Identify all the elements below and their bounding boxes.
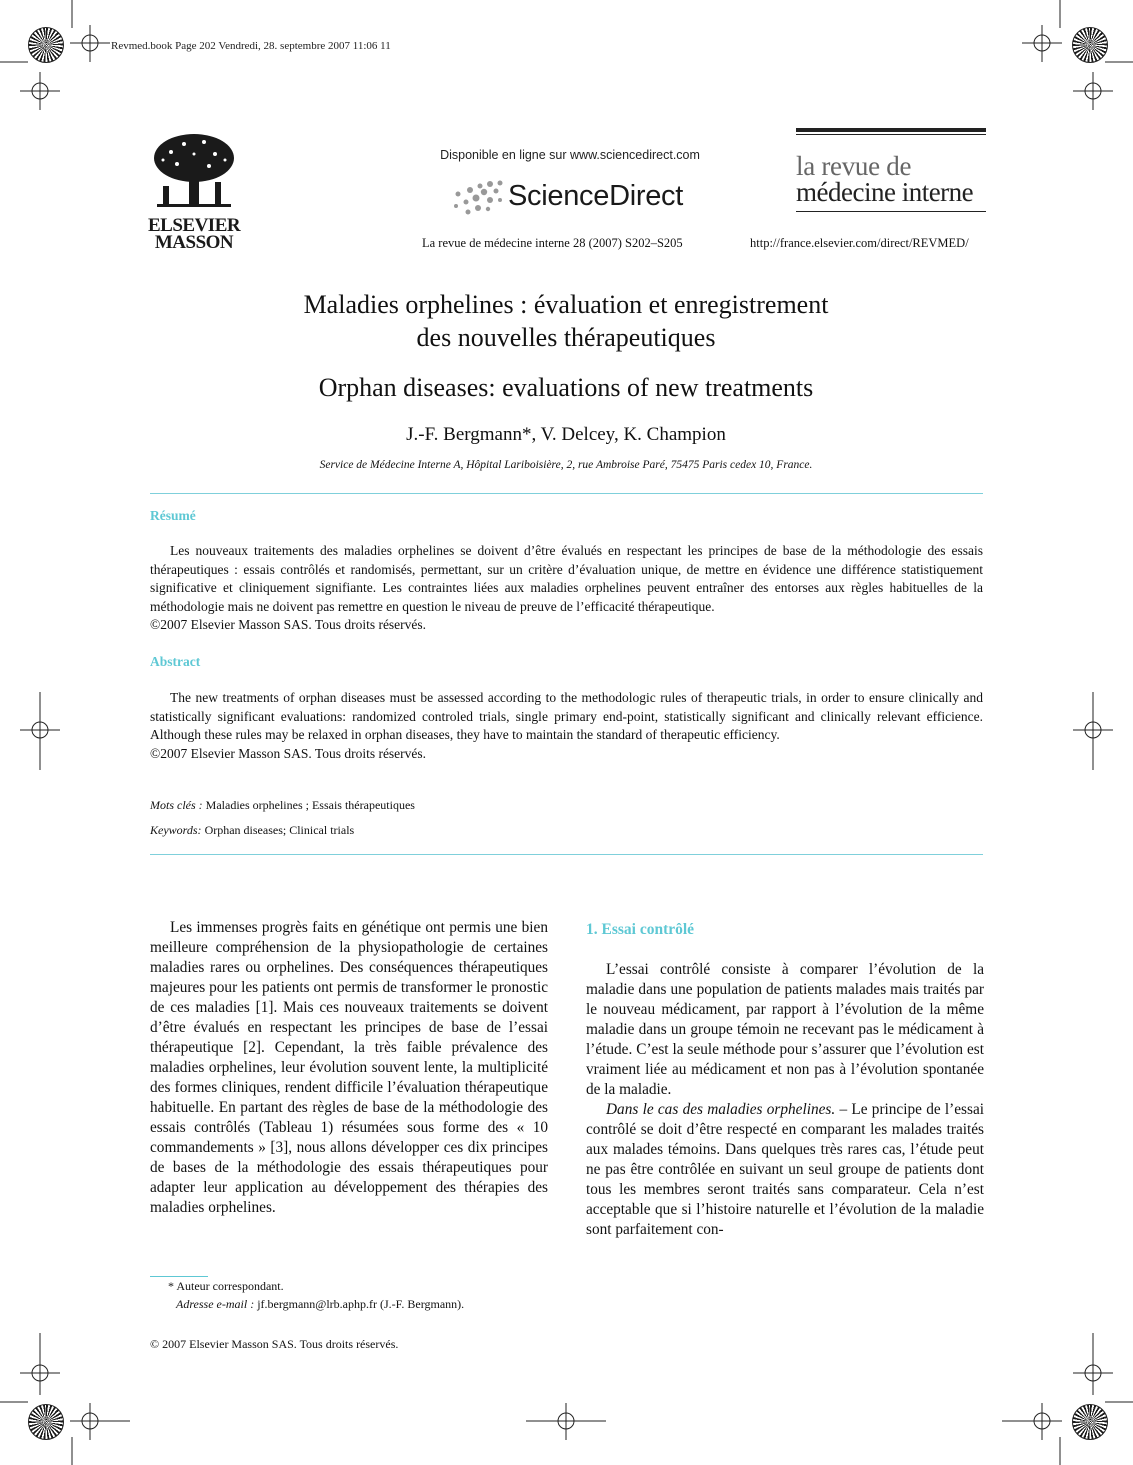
keywords-en	[150, 823, 354, 838]
journal-url-link[interactable]: http://france.elsevier.com/direct/REVMED/	[750, 236, 969, 250]
abstract-heading: Abstract	[150, 654, 201, 669]
publisher-name-line1: ELSEVIER	[148, 215, 241, 236]
author-list: J.-F. Bergmann*, V. Delcey, K. Champion	[406, 424, 726, 445]
divider	[150, 854, 983, 855]
body-column-right	[586, 920, 984, 1240]
keywords-fr-value: Maladies orphelines ; Essais thérapeutiques	[205, 798, 415, 812]
abstract-text: The new treatments of orphan diseases must be assessed according to the methodologic rules of therapeutic trials, in order to ensure clinically and statistically significant evaluations: randomized controled trials, single primary end-point, statistically significant and clinically relevant efficience. Although these rules may be relaxed in orphan diseases, they have to maintain the standard of therapeutic efficiency.	[150, 690, 983, 743]
keywords-fr-label: Mots clés :	[150, 798, 203, 812]
journal-brand-line1: la revue de	[796, 151, 912, 181]
section-paragraph-2	[586, 1100, 984, 1240]
resume-copyright: ©2007 Elsevier Masson SAS. Tous droits réservés.	[150, 617, 427, 633]
article-title-en: Orphan diseases: evaluations of new treatments	[318, 373, 814, 402]
footnote-email-value: jf.bergmann@lrb.aphp.fr (J.-F. Bergmann).	[254, 1297, 465, 1311]
section-paragraph-2-text: – Le principe de l’essai contrôlé se doit d’être respecté en comparant les malades traités aux malades témoins. Dans quelques très rares cas, l’étude peut ne pas être contrôlée en suivant un seul groupe de patients dont tous les membres seront traités sans comparateur. Cela n’est acceptable que si l’histoire naturelle et l’évolution de la maladie sont parfaitement con-	[586, 1101, 984, 1238]
article-title-fr	[140, 288, 992, 354]
abstract-copyright: ©2007 Elsevier Masson SAS. Tous droits réservés.	[150, 745, 427, 761]
print-slug: Revmed.book Page 202 Vendredi, 28. septembre 2007 11:06 11	[111, 40, 391, 52]
journal-citation: La revue de médecine interne 28 (2007) S202–S205	[422, 236, 683, 250]
footnote-email	[176, 1297, 464, 1312]
journal-brand-line2: médecine interne	[796, 177, 974, 207]
resume-heading: Résumé	[150, 508, 196, 523]
bottom-copyright: © 2007 Elsevier Masson SAS. Tous droits réservés.	[150, 1337, 399, 1351]
keywords-en-label: Keywords:	[150, 823, 202, 837]
title-fr-line2: des nouvelles thérapeutiques	[416, 323, 716, 352]
publisher-logo	[148, 130, 240, 251]
sciencedirect-header	[400, 148, 740, 218]
footnote-corresponding: * Auteur correspondant.	[168, 1279, 284, 1293]
resume-text: Les nouveaux traitements des maladies orphelines se doivent d’être évalués en respectant les principes de base de la méthodologie des essais thérapeutiques : essais contrôlés et randomisés, permettant, sur un critère d’évaluation unique, de mettre en évidence une différence statistiquement significative et cliniquement signifiante. Les contraintes liées aux maladies orphelines peuvent entraîner des entorses aux règles habituelles de la méthodologie mais ne doivent pas remettre en question le niveau de preuve de l’efficacité thérapeutique.	[150, 543, 983, 614]
availability-text: Disponible en ligne sur www.sciencedirect.com	[440, 148, 700, 162]
affiliation: Service de Médecine Interne A, Hôpital Lariboisière, 2, rue Ambroise Paré, 75475 Paris cedex 10, France.	[319, 459, 813, 471]
footnote-email-label: Adresse e-mail :	[176, 1297, 255, 1311]
body-column-left	[150, 918, 548, 1218]
section-heading: 1. Essai contrôlé	[586, 921, 695, 938]
section-paragraph-2-lead: Dans le cas des maladies orphelines.	[606, 1101, 836, 1118]
publisher-name-line2: MASSON	[154, 232, 234, 253]
intro-paragraph: Les immenses progrès faits en génétique ont permis une bien meilleure compréhension de la physiopathologie de certaines maladies rares ou orphelines. Des conséquences thérapeutiques majeures pour les patients ont permis de transformer le pronostic de ces maladies [1]. Mais ces nouveaux traitements se doivent d’être évalués en respectant les principes de base de l’essai thérapeutique [2]. Cependant, la très faible prévalence des maladies orphelines, leur évolution souvent lente, la multiplicité des formes cliniques, rendent difficile l’évaluation thérapeutique habituelle. En partant des règles de base de la méthodologie des essais contrôlés (Tableau 1) résumées sous forme des « 10 commandements » [3], nous allons développer ces dix principes de bases de la méthodologie des essais thérapeutiques pour adapter leur application au développement des thérapies des maladies orphelines.	[150, 919, 548, 1216]
footnote-rule	[150, 1276, 208, 1277]
abstract-body	[150, 689, 983, 763]
resume-body	[150, 542, 983, 635]
divider	[150, 493, 983, 494]
tree-logo-icon	[149, 130, 239, 212]
section-paragraph-1: L’essai contrôlé consiste à comparer l’évolution de la maladie dans une population de patients malades mais traités par le nouveau médicament, par rapport à l’évolution de la même maladie dans un groupe témoin ne recevant pas le médicament à l’étude. C’est la seule méthode pour s’assurer que l’évolution est vraiment liée au médicament et non pas à l’évolution spontanée de la maladie.	[586, 961, 984, 1098]
keywords-en-value: Orphan diseases; Clinical trials	[204, 823, 355, 837]
journal-brand	[796, 128, 986, 212]
sciencedirect-wordmark: ScienceDirect	[508, 180, 683, 212]
sciencedirect-dots-icon	[448, 178, 510, 216]
title-fr-line1: Maladies orphelines : évaluation et enregistrement	[303, 290, 829, 319]
keywords-fr	[150, 798, 415, 813]
